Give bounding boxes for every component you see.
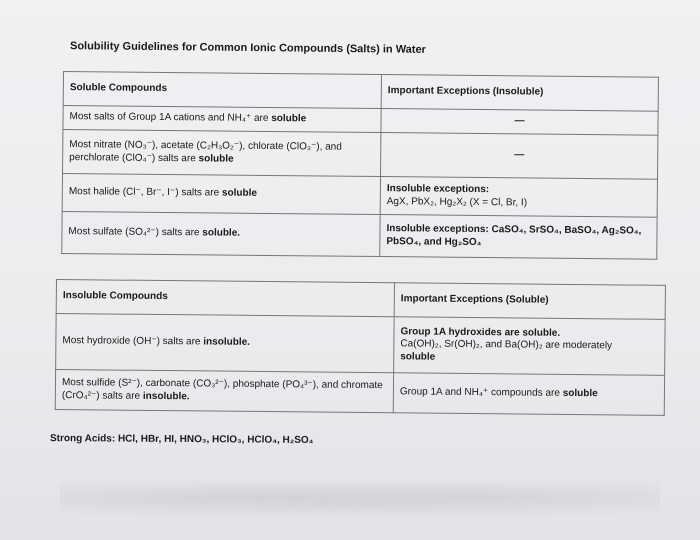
soluble-compounds-table: [61, 71, 659, 260]
insoluble-header: Insoluble Compounds: [56, 280, 394, 317]
exception-cell: Group 1A and NH₄⁺ compounds are soluble: [393, 373, 664, 416]
exception-cell: Group 1A hydroxides are soluble. Ca(OH)₂, Sr(OH)₂, and Ba(OH)₂ are moderately soluble: [394, 317, 666, 376]
blurred-background-text: [60, 478, 660, 518]
page-title: Solubility Guidelines for Common Ionic Compounds (Salts) in Water: [69, 40, 426, 56]
table-row-cell: Most nitrate (NO₃⁻), acetate (C₂H₃O₂⁻), chlorate (ClO₃⁻), and perchlorate (ClO₄⁻) salts are soluble: [63, 130, 381, 177]
soluble-exceptions-header: Important Exceptions (Soluble): [394, 283, 665, 320]
exception-cell: Insoluble exceptions: AgX, PbX₂, Hg₂X₂ (X = Cl, Br, I): [380, 177, 657, 218]
exception-cell: Insoluble exceptions: CaSO₄, SrSO₄, BaSO₄, Ag₂SO₄, PbSO₄, and Hg₂SO₄: [380, 215, 657, 260]
insoluble-compounds-table: [55, 279, 666, 416]
table-row-cell: Most sulfate (SO₄²⁻) salts are soluble.: [62, 211, 380, 256]
table-row-cell: Most hydroxide (OH⁻) salts are insoluble.: [56, 314, 395, 373]
insoluble-exceptions-header: Important Exceptions (Insoluble): [381, 75, 658, 112]
soluble-header: Soluble Compounds: [63, 72, 381, 109]
table-row-cell: Most salts of Group 1A cations and NH₄⁺ are soluble: [63, 106, 381, 133]
exception-cell: —: [381, 109, 658, 136]
strong-acids-note: Strong Acids: HCl, HBr, HI, HNO₃, HClO₃, HClO₄, H₂SO₄: [49, 433, 314, 446]
table-row-cell: Most sulfide (S²⁻), carbonate (CO₃²⁻), phosphate (PO₄³⁻), and chromate (CrO₄²⁻) salts are insoluble.: [55, 370, 393, 413]
exception-cell: —: [381, 133, 658, 180]
table-row-cell: Most halide (Cl⁻, Br⁻, I⁻) salts are soluble: [62, 174, 380, 215]
